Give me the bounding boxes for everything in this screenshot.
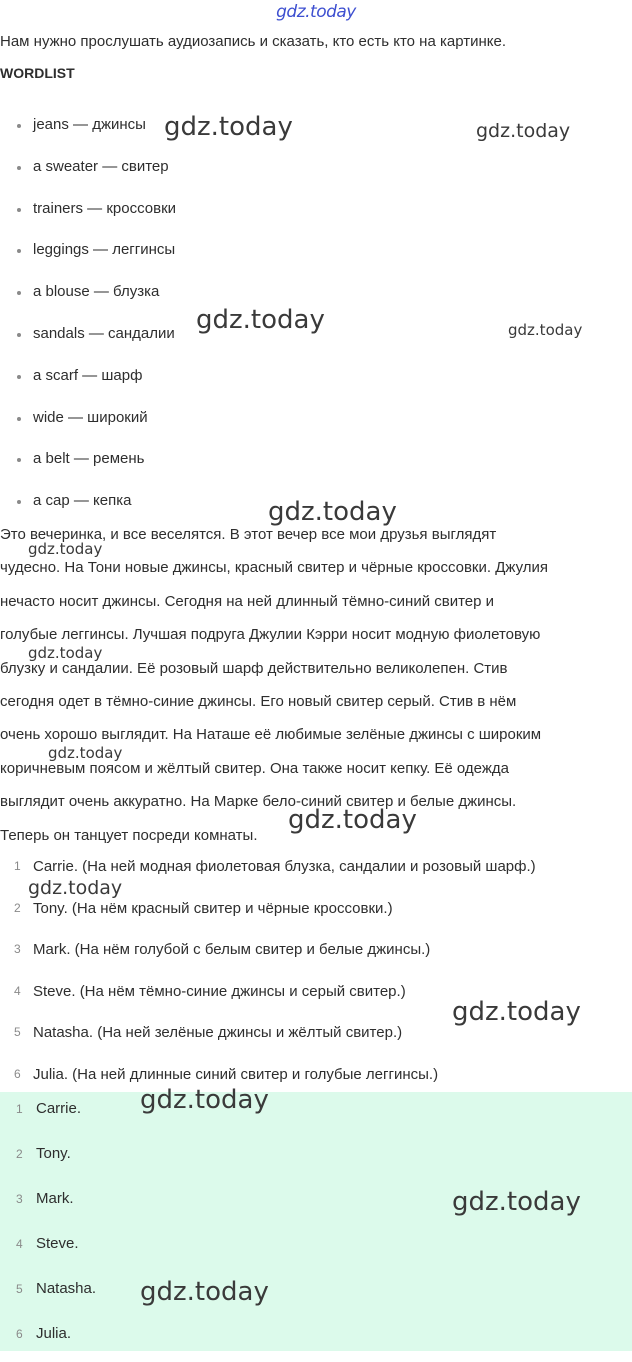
story-line: сегодня одет в тёмно-синие джинсы. Его новый свитер серый. Стив в нём (0, 693, 517, 711)
watermark: gdz.today (476, 120, 571, 142)
short-answer-item: 4 Steve. (16, 1235, 79, 1252)
watermark: gdz.today (288, 805, 417, 835)
watermark: gdz.today (196, 305, 325, 335)
story-line: Это вечеринка, и все веселятся. В этот вечер все мои друзья выглядят (0, 526, 497, 543)
story-line: очень хорошо выглядит. На Наташе её любимые зелёные джинсы с широким (0, 726, 542, 744)
bullet-icon (17, 333, 21, 337)
watermark: gdz.today (452, 1187, 581, 1217)
bullet-icon (17, 458, 21, 462)
watermark: gdz.today (28, 644, 103, 662)
story-line: чудесно. На Тони новые джинсы, красный свитер и чёрные кроссовки. Джулия (0, 559, 548, 577)
story-line: Теперь он танцует посреди комнаты. (0, 826, 258, 844)
answer-item: 4 Steve. (На нём тёмно-синие джинсы и серый свитер.) (14, 982, 406, 1000)
answer-item: 3 Mark. (На нём голубой с белым свитер и белые джинсы.) (14, 941, 431, 959)
list-item: leggings — леггинсы (0, 229, 176, 271)
story-line: выглядит очень аккуратно. На Марке бело-синий свитер и белые джинсы. (0, 793, 517, 811)
answer-item: 5 Natasha. (На ней зелёные джинсы и жёлтый свитер.) (14, 1024, 403, 1042)
story-line: коричневым поясом и жёлтый свитер. Она также носит кепку. Её одежда (0, 759, 509, 777)
short-answer-item: 3 Mark. (16, 1190, 74, 1207)
list-item: a blouse — блузка (0, 271, 176, 313)
story-line: нечасто носит джинсы. Сегодня на ней длинный тёмно-синий свитер и (0, 592, 495, 610)
bullet-icon (17, 417, 21, 421)
bullet-icon (17, 249, 21, 253)
list-item: a sweater — свитер (0, 146, 176, 188)
story-line: блузку и сандалии. Её розовый шарф действительно великолепен. Стив (0, 659, 508, 677)
short-answers-list (0, 1092, 632, 1362)
list-item: a scarf — шарф (0, 355, 176, 397)
answer-box (0, 1092, 632, 1351)
wordlist-title: WORDLIST (0, 65, 75, 81)
short-answer-item: 6 Julia. (16, 1325, 72, 1342)
bullet-icon (17, 208, 21, 212)
story-paragraph (0, 518, 632, 852)
bullet-icon (17, 166, 21, 170)
watermark: gdz.today (48, 744, 123, 762)
list-item: a cap — кепка (0, 480, 176, 522)
bullet-icon (17, 124, 21, 128)
watermark: gdz.today (268, 497, 397, 527)
short-answer-item: 2 Tony. (16, 1145, 71, 1162)
watermark: gdz.today (164, 112, 293, 142)
short-answer-item: 5 Natasha. (16, 1280, 97, 1297)
wordlist (0, 104, 176, 522)
story-line: голубые леггинсы. Лучшая подруга Джулии Кэрри носит модную фиолетовую (0, 626, 541, 644)
site-logo: gdz.today (276, 2, 356, 22)
answer-item: 6 Julia. (На ней длинные синий свитер и голубые леггинсы.) (14, 1065, 439, 1083)
answers-list (0, 846, 632, 1096)
answer-item: 2 Tony. (На нём красный свитер и чёрные кроссовки.) (14, 899, 393, 917)
list-item: wide — широкий (0, 397, 176, 439)
list-item: sandals — сандалии (0, 313, 176, 355)
list-item: jeans — джинсы (0, 104, 176, 146)
short-answer-item: 1 Carrie. (16, 1100, 82, 1117)
bullet-icon (17, 375, 21, 379)
list-item: trainers — кроссовки (0, 188, 176, 230)
watermark: gdz.today (28, 540, 103, 558)
bullet-icon (17, 500, 21, 504)
watermark: gdz.today (140, 1277, 269, 1307)
intro-text: Нам нужно прослушать аудиозапись и сказать, кто есть кто на картинке. (0, 33, 506, 50)
list-item: a belt — ремень (0, 438, 176, 480)
watermark: gdz.today (508, 321, 583, 339)
watermark: gdz.today (28, 877, 123, 899)
answer-item: 1 Carrie. (На ней модная фиолетовая блузка, сандалии и розовый шарф.) (14, 858, 536, 875)
watermark: gdz.today (140, 1085, 269, 1115)
watermark: gdz.today (452, 997, 581, 1027)
bullet-icon (17, 291, 21, 295)
